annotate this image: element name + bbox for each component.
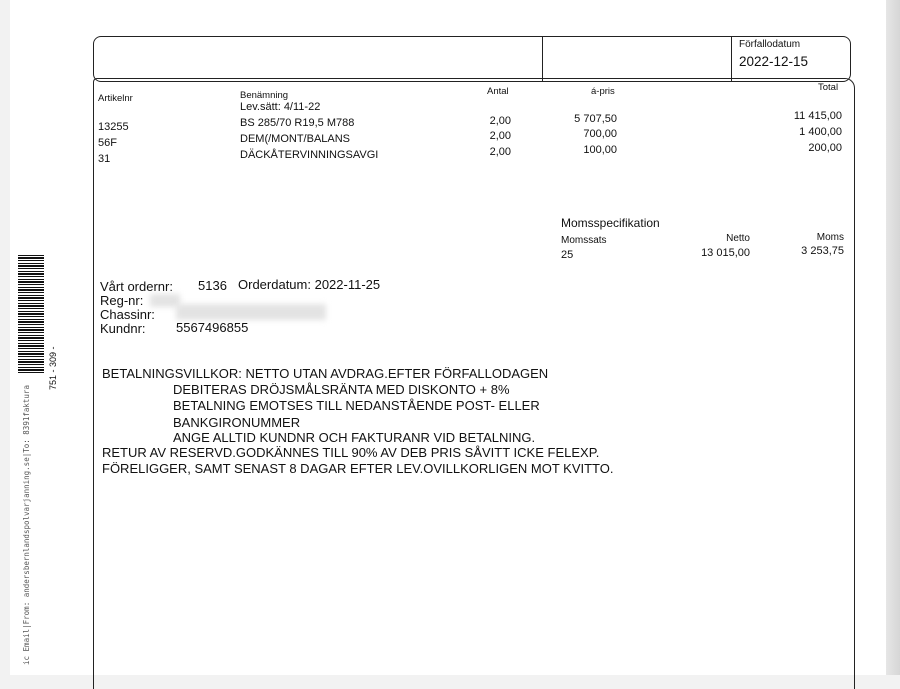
due-date-label: Förfallodatum xyxy=(739,39,801,50)
row-quantity: 2,00 xyxy=(489,115,511,127)
row-article: 56F xyxy=(98,137,117,149)
vat-net: 13 015,00 xyxy=(701,247,750,259)
order-no-label: Vårt ordernr: xyxy=(100,279,173,294)
row-description: DÄCKÅTERVINNINGSAVGI xyxy=(240,149,379,161)
row-unit-price: 100,00 xyxy=(583,144,617,156)
side-email-text: ic Email|From: andersbernlandspolvarjanning.se|To: 8391faktura xyxy=(22,385,31,665)
vat-title: Momsspecifikation xyxy=(561,216,660,230)
row-article: 31 xyxy=(98,153,111,165)
header-divider xyxy=(731,37,732,81)
terms-line: DEBITERAS DRÖJSMÅLSRÄNTA MED DISKONTO + 8% xyxy=(173,382,510,397)
row-total: 11 415,00 xyxy=(793,110,842,122)
order-no: 5136 xyxy=(198,278,227,293)
row-unit-price: 700,00 xyxy=(583,128,617,140)
delivery-note: Lev.sätt: 4/11-22 xyxy=(240,101,321,113)
terms-line: ANGE ALLTID KUNDNR OCH FAKTURANR VID BETALNING. xyxy=(173,430,536,445)
vat-net-label: Netto xyxy=(726,233,750,244)
header-description: Benämning xyxy=(240,90,289,101)
header-divider xyxy=(542,37,543,81)
vat-rate: 25 xyxy=(561,249,574,261)
chassis-label: Chassinr: xyxy=(100,307,155,322)
vat-rate-label: Momssats xyxy=(561,235,607,246)
header-quantity: Antal xyxy=(487,86,509,97)
page-edge xyxy=(886,0,900,675)
row-description: BS 285/70 R19,5 M788 xyxy=(240,117,355,129)
row-article: 13255 xyxy=(98,121,129,133)
header-total: Total xyxy=(818,82,839,93)
terms-line: BANKGIRONUMMER xyxy=(173,415,301,430)
customer-label: Kundnr: xyxy=(100,321,146,336)
terms-line: FÖRELIGGER, SAMT SENAST 8 DAGAR EFTER LEV.OVILLKORLIGEN MOT KVITTO. xyxy=(102,461,614,476)
row-quantity: 2,00 xyxy=(489,130,511,142)
reg-label: Reg-nr: xyxy=(100,293,144,308)
due-date-value: 2022-12-15 xyxy=(739,54,809,69)
side-barcode xyxy=(18,255,44,375)
row-total: 200,00 xyxy=(808,142,842,154)
header-unit-price: á-pris xyxy=(591,86,615,97)
row-quantity: 2,00 xyxy=(489,146,511,158)
terms-line: BETALNINGSVILLKOR: NETTO UTAN AVDRAG.EFTER FÖRFALLODAGEN xyxy=(102,366,549,381)
row-unit-price: 5 707,50 xyxy=(574,113,617,125)
header-box xyxy=(93,36,851,82)
row-description: DEM(/MONT/BALANS xyxy=(240,133,351,145)
side-number: 751 - 309 - xyxy=(48,346,58,390)
terms-line: BETALNING EMOTSES TILL NEDANSTÅENDE POST- ELLER xyxy=(173,398,540,413)
row-total: 1 400,00 xyxy=(799,126,842,138)
order-date: Orderdatum: 2022-11-25 xyxy=(238,277,381,292)
terms-line: RETUR AV RESERVD.GODKÄNNES TILL 90% AV DEB PRIS SÅVITT ICKE FELEXP. xyxy=(102,445,600,460)
customer-no: 5567496855 xyxy=(176,320,249,335)
vat-amount-label: Moms xyxy=(816,232,844,243)
header-article-no: Artikelnr xyxy=(98,93,133,104)
redacted-chassis xyxy=(176,304,326,320)
vat-amount: 3 253,75 xyxy=(801,245,844,257)
